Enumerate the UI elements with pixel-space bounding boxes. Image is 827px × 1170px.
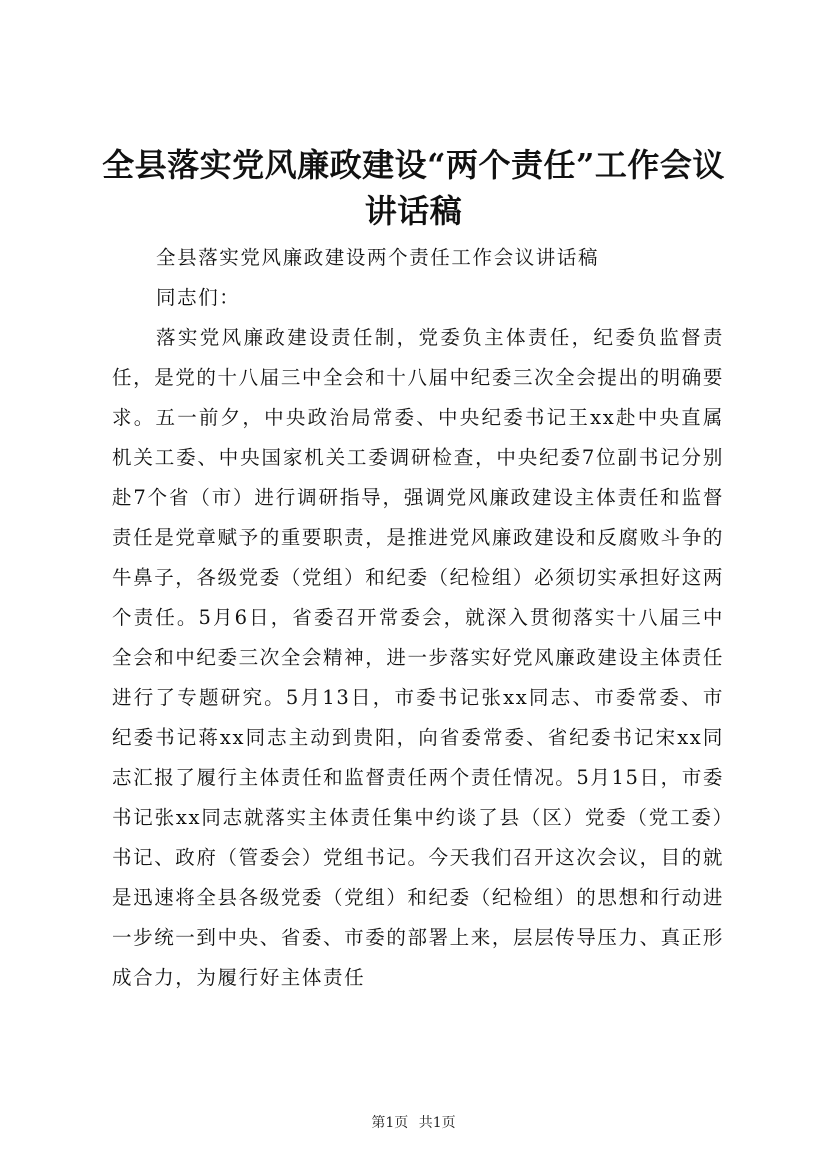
page-total: 共1页: [418, 1115, 456, 1131]
page-footer: [0, 1112, 827, 1132]
salutation: 同志们：: [156, 286, 241, 309]
body-paragraph: 落实党风廉政建设责任制，党委负主体责任，纪委负监督责任，是党的十八届三中全会和十八届中纪委三次全会提出的明确要求。五一前夕，中央政治局常委、中央纪委书记王xx赴中央直属机关工委、中央国家机关工委调研检查，中央纪委7位副书记分别赴7个省（市）进行调研指导，强调党风廉政建设主体责任和监督责任是党章赋予的重要职责，是推进党风廉政建设和反腐败斗争的牛鼻子，各级党委（党组）和纪委（纪检组）必须切实承担好这两个责任。5月6日，省委召开常委会，就深入贯彻落实十八届三中全会和中纪委三次全会精神，进一步落实好党风廉政建设主体责任进行了专题研究。5月13日，市委书记张xx同志、市委常委、市纪委书记蒋xx同志主动到贵阳，向省委常委、省纪委书记宋xx同志汇报了履行主体责任和监督责任两个责任情况。5月15日，市委书记张xx同志就落实主体责任集中约谈了县（区）党委（党工委）书记、政府（管委会）党组书记。今天我们召开这次会议，目的就是迅速将全县各级党委（党组）和纪委（纪检组）的思想和行动进一步统一到中央、省委、市委的部署上来，层层传导压力、真正形成合力，为履行好主体责任: [112, 326, 724, 989]
page-number: 第1页: [371, 1115, 409, 1131]
document-title: 全县落实党风廉政建设“两个责任”工作会议讲话稿: [102, 146, 725, 230]
document-subtitle: 全县落实党风廉政建设两个责任工作会议讲话稿: [156, 246, 600, 269]
document-body: [112, 238, 724, 998]
